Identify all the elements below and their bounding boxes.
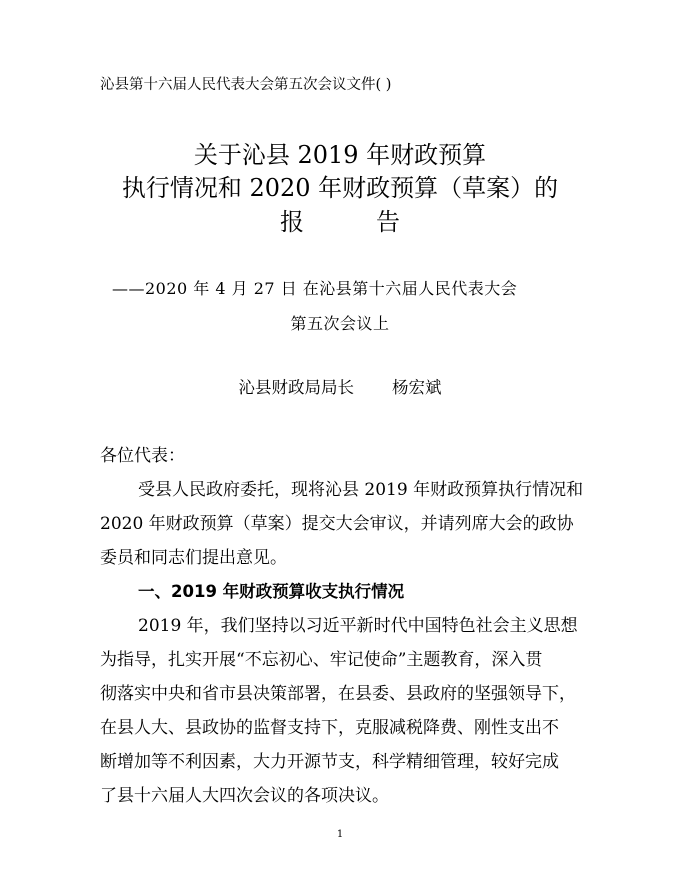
report-title-line-2: 执行情况和 2020 年财政预算（草案）的	[121, 174, 559, 202]
page-number: 1	[336, 829, 344, 840]
document-label: 沁县第十六届人民代表大会第五次会议文件( )	[100, 77, 392, 93]
paragraph-2-line-4: 在县人大、县政协的监督支持下，克服减税降费、刚性支出不	[100, 718, 559, 738]
paragraph-1-line-2: 2020 年财政预算（草案）提交大会审议，并请列席大会的政协	[100, 514, 574, 534]
paragraph-2-line-6: 了县十六届人大四次会议的各项决议。	[100, 786, 389, 806]
paragraph-2-line-1: 2019 年，我们坚持以习近平新时代中国特色社会主义思想	[138, 616, 578, 636]
meeting-subtitle-line-2: 第五次会议上	[290, 314, 390, 333]
paragraph-2-line-3: 彻落实中央和省市县决策部署，在县委、县政府的坚强领导下，	[100, 684, 576, 704]
paragraph-1-line-1: 受县人民政府委托，现将沁县 2019 年财政预算执行情况和	[138, 480, 584, 500]
author-position: 沁县财政局局长	[238, 378, 354, 397]
paragraph-2-line-2: 为指导，扎实开展“不忘初心、牢记使命”主题教育，深入贯	[100, 650, 543, 670]
paragraph-1-line-3: 委员和同志们提出意见。	[100, 548, 287, 568]
salutation: 各位代表：	[100, 446, 185, 466]
report-title-line-1: 关于沁县 2019 年财政预算	[193, 141, 487, 169]
meeting-subtitle-line-1: ——2020 年 4 月 27 日 在沁县第十六届人民代表大会	[112, 279, 518, 298]
report-title-char-1: 报	[280, 208, 304, 236]
author-name: 杨宏斌	[392, 378, 442, 397]
author-line	[0, 380, 680, 397]
report-title-line-3	[0, 210, 680, 234]
report-title-char-2: 告	[376, 208, 400, 236]
paragraph-2-line-5: 断增加等不利因素，大力开源节支，科学精细管理，较好完成	[100, 752, 559, 772]
section-heading: 一、2019 年财政预算收支执行情况	[138, 582, 405, 601]
